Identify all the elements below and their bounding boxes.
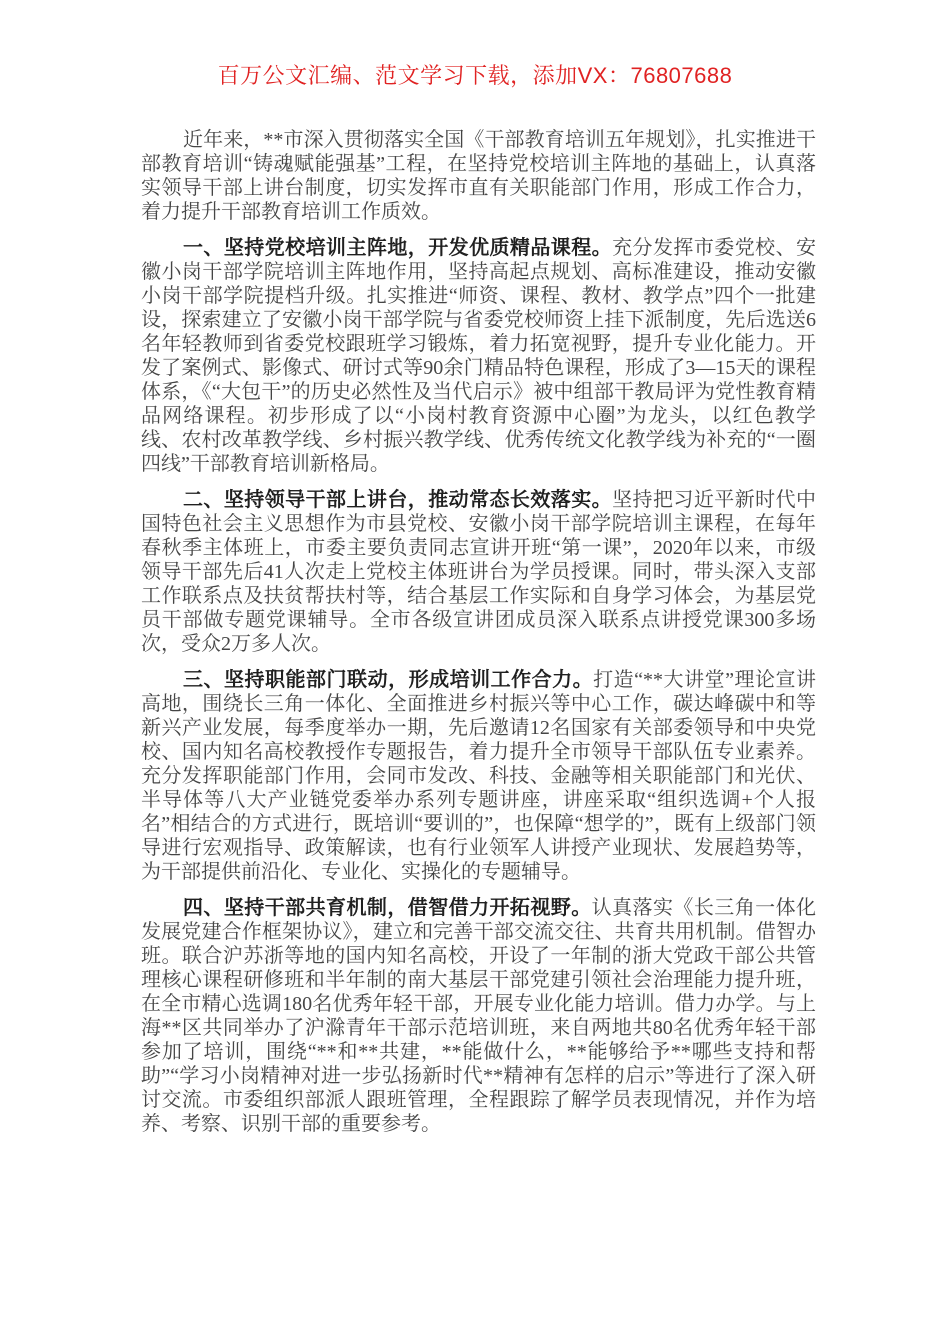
paragraph-text: 打造“**大讲堂”理论宣讲高地，围绕长三角一体化、全面推进乡村振兴等中心工作，碳达峰碳中和等新兴产业发展，每季度举办一期，先后邀请12名国家有关部委领导和中央党校、国内知名高校教授作专题报告，着力提升全市领导干部队伍专业素养。充分发挥职能部门作用，会同市发改、科技、金融等相关职能部门和光伏、半导体等八大产业链党委举办系列专题讲座，讲座采取“组织选调+个人报名”相结合的方式进行，既培训“要训的”，也保障“想学的”，既有上级部门领导进行宏观指导、政策解读，也有行业领军人讲授产业现状、发展趋势等，为干部提供前沿化、专业化、实操化的专题辅导。 [141,669,816,883]
document-body [141,128,816,1136]
paragraph-heading: 一、坚持党校培训主阵地，开发优质精品课程。 [183,237,613,259]
promo-banner: 百万公文汇编、范文学习下载，添加VX：76807688 [217,63,733,88]
paragraph [141,128,816,224]
paragraph [141,488,816,656]
paragraph-text: 近年来，**市深入贯彻落实全国《干部教育培训五年规划》，扎实推进干部教育培训“铸魂赋能强基”工程，在坚持党校培训主阵地的基础上，认真落实领导干部上讲台制度，切实发挥市直有关职能部门作用，形成工作合力，着力提升干部教育培训工作质效。 [141,129,816,223]
paragraph-heading: 四、坚持干部共育机制，借智借力开拓视野。 [183,897,592,919]
paragraph-heading: 三、坚持职能部门联动，形成培训工作合力。 [183,669,594,691]
paragraph-text: 认真落实《长三角一体化发展党建合作框架协议》，建立和完善干部交流交往、共育共用机制。借智办班。联合沪苏浙等地的国内知名高校，开设了一年制的浙大党政干部公共管理核心课程研修班和半年制的南大基层干部党建引领社会治理能力提升班，在全市精心选调180名优秀年轻干部，开展专业化能力培训。借力办学。与上海**区共同举办了沪滁青年干部示范培训班，来自两地共80名优秀年轻干部参加了培训，围绕“**和**共建，**能做什么，**能够给予**哪些支持和帮助”“学习小岗精神对进一步弘扬新时代**精神有怎样的启示”等进行了深入研讨交流。市委组织部派人跟班管理，全程跟踪了解学员表现情况，并作为培养、考察、识别干部的重要参考。 [141,897,817,1135]
paragraph-heading: 二、坚持领导干部上讲台，推动常态长效落实。 [183,489,613,511]
paragraph [141,668,816,884]
paragraph-text: 坚持把习近平新时代中国特色社会主义思想作为市县党校、安徽小岗干部学院培训主课程，在每年春秋季主体班上，市委主要负责同志宣讲开班“第一课”，2020年以来，市级领导干部先后41人次走上党校主体班讲台为学员授课。同时，带头深入支部工作联系点及扶贫帮扶村等，结合基层工作实际和自身学习体会，为基层党员干部做专题党课辅导。全市各级宣讲团成员深入联系点讲授党课300多场次，受众2万多人次。 [141,489,817,655]
paragraph [141,896,816,1136]
paragraph-text: 充分发挥市委党校、安徽小岗干部学院培训主阵地作用，坚持高起点规划、高标准建设，推动安徽小岗干部学院提档升级。扎实推进“师资、课程、教材、教学点”四个一批建设，探索建立了安徽小岗干部学院与省委党校师资上挂下派制度，先后选送6名年轻教师到省委党校跟班学习锻炼，着力拓宽视野，提升专业化能力。开发了案例式、影像式、研讨式等90余门精品特色课程，形成了3—15天的课程体系，《“大包干”的历史必然性及当代启示》被中组部干教局评为党性教育精品网络课程。初步形成了以“小岗村教育资源中心圈”为龙头，以红色教学线、农村改革教学线、乡村振兴教学线、优秀传统文化教学线为补充的“一圈四线”干部教育培训新格局。 [141,237,817,475]
paragraph [141,236,816,476]
